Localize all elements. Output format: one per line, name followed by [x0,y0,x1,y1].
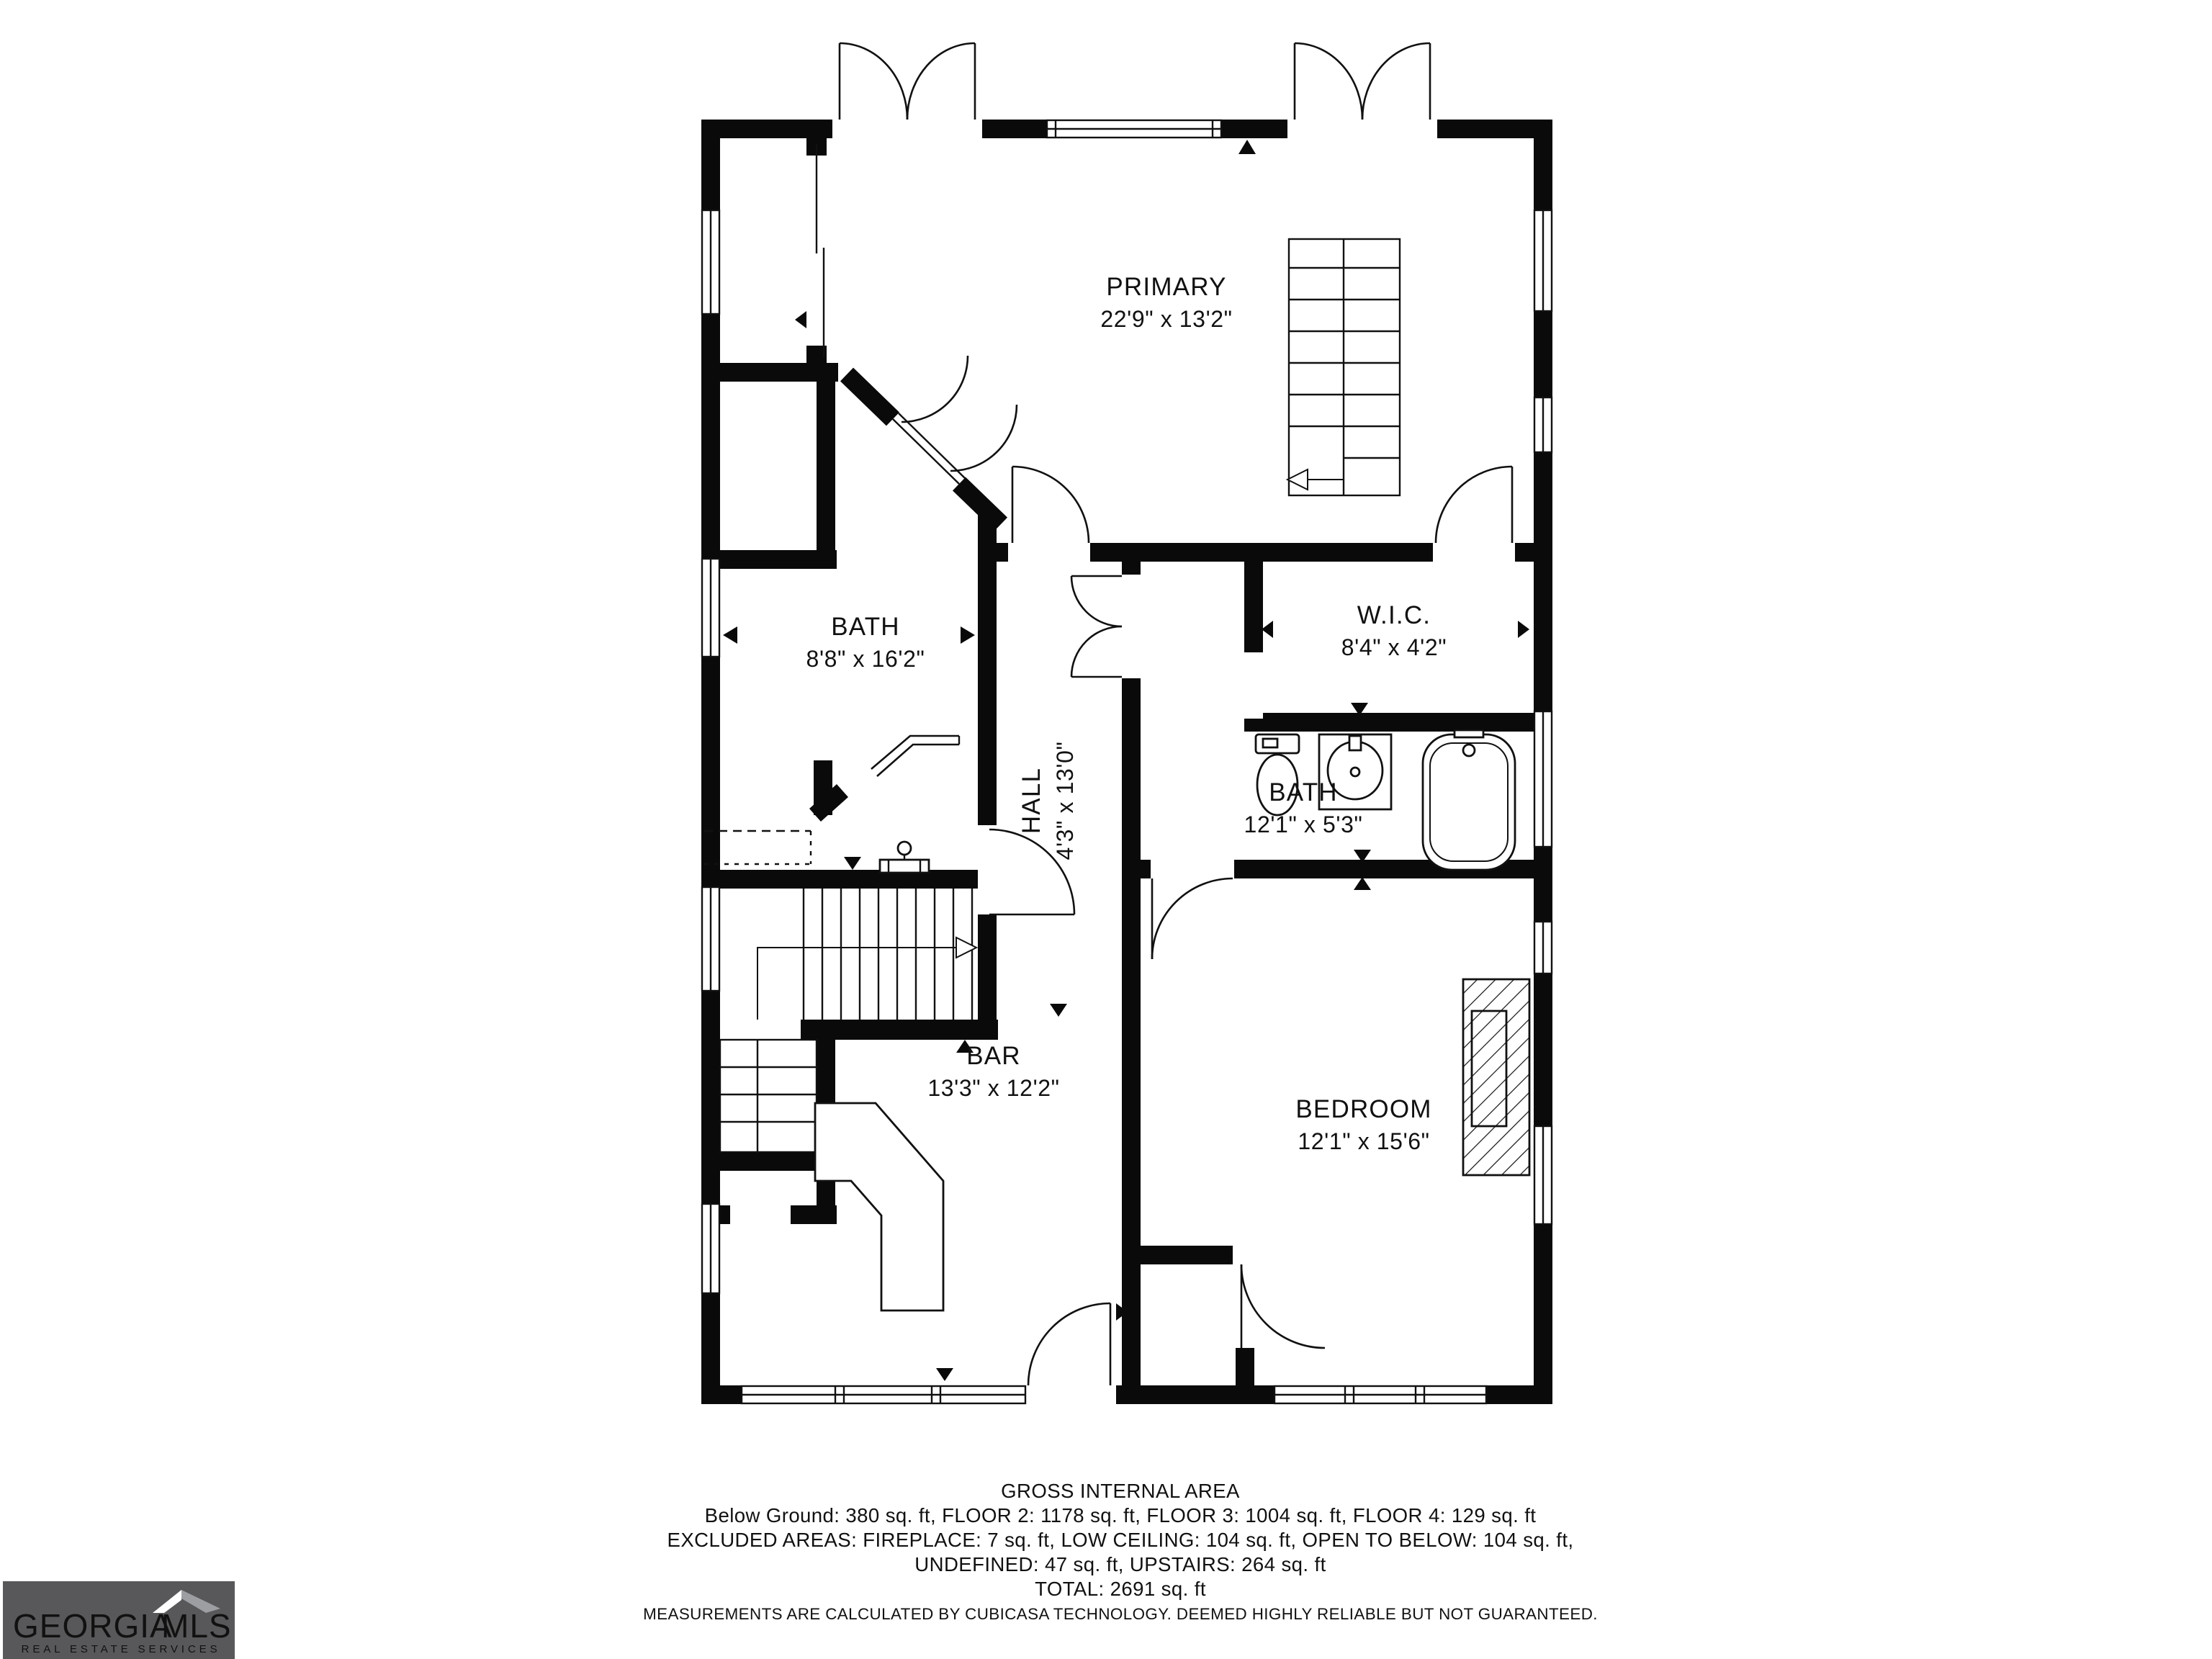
footer-disclaimer: MEASUREMENTS ARE CALCULATED BY CUBICASA TECHNOLOGY. DEEMED HIGHLY RELIABLE BUT NOT GUARANTEED. [643,1605,1598,1623]
room-dims-bath-lower: 12'1" x 5'3" [1244,811,1363,837]
room-label-bedroom: BEDROOM [1295,1095,1432,1123]
window [1274,1386,1486,1403]
room-label-hall: HALL [1017,767,1046,835]
window [1534,397,1552,452]
closet-diagonal-doors [893,356,1017,484]
stairs-direction-arrow [757,948,956,1020]
window [1534,210,1552,311]
window [1534,711,1552,847]
window [702,559,719,657]
footer-areas-line2: EXCLUDED AREAS: FIREPLACE: 7 sq. ft, LOW CEILING: 104 sq. ft, OPEN TO BELOW: 104 sq. ft, [667,1529,1574,1551]
bedroom-door [1152,878,1233,959]
logo-tagline: REAL ESTATE SERVICES [21,1643,221,1655]
entry-double-door-right [1295,43,1430,120]
bar-exit-door [1028,1303,1110,1385]
room-label-bath-lower: BATH [1269,778,1338,806]
room-dims-wic: 8'4" x 4'2" [1341,634,1447,660]
bathtub [1423,730,1515,870]
pedestal-sink [880,842,929,873]
gross-internal-area-title: GROSS INTERNAL AREA [1001,1480,1240,1502]
bedroom-closet-door [1241,1264,1325,1348]
stairs-landing-door [1436,467,1512,543]
logo-brand-secondary: MLS [161,1607,232,1645]
footer-areas-line3: UNDEFINED: 47 sq. ft, UPSTAIRS: 264 sq. ft [914,1553,1326,1575]
window [1047,120,1221,138]
hall-double-doors [1071,576,1122,677]
room-dims-bedroom: 12'1" x 15'6" [1298,1128,1430,1154]
window [742,1386,1025,1403]
footer [643,1480,1598,1623]
hall-top-door [1012,467,1089,543]
window [1534,922,1552,974]
georgia-mls-logo [3,1581,235,1659]
room-dims-hall: 4'3" x 13'0" [1052,741,1078,860]
room-label-bar: BAR [966,1042,1021,1070]
window [702,887,719,991]
logo-brand-primary: GEORGIA [13,1607,173,1645]
sliding-door [817,144,824,357]
shower-screen [871,736,959,769]
window [1534,1126,1552,1224]
footer-total: TOTAL: 2691 sq. ft [1035,1578,1206,1600]
entry-double-door-left [840,43,975,120]
fireplace [1463,979,1529,1175]
window [702,1204,719,1293]
room-label-primary: PRIMARY [1106,273,1227,301]
room-label-bath-upper: BATH [831,613,900,641]
footer-areas-line1: Below Ground: 380 sq. ft, FLOOR 2: 1178 sq. ft, FLOOR 3: 1004 sq. ft, FLOOR 4: 129 sq. ft [704,1504,1537,1527]
stairs-upper-right [1287,239,1400,495]
window [702,210,719,314]
room-dims-bar: 13'3" x 12'2" [927,1075,1060,1101]
room-dims-primary: 22'9" x 13'2" [1100,306,1233,332]
room-label-wic: W.I.C. [1357,601,1431,629]
room-dims-bath-upper: 8'8" x 16'2" [806,646,925,672]
